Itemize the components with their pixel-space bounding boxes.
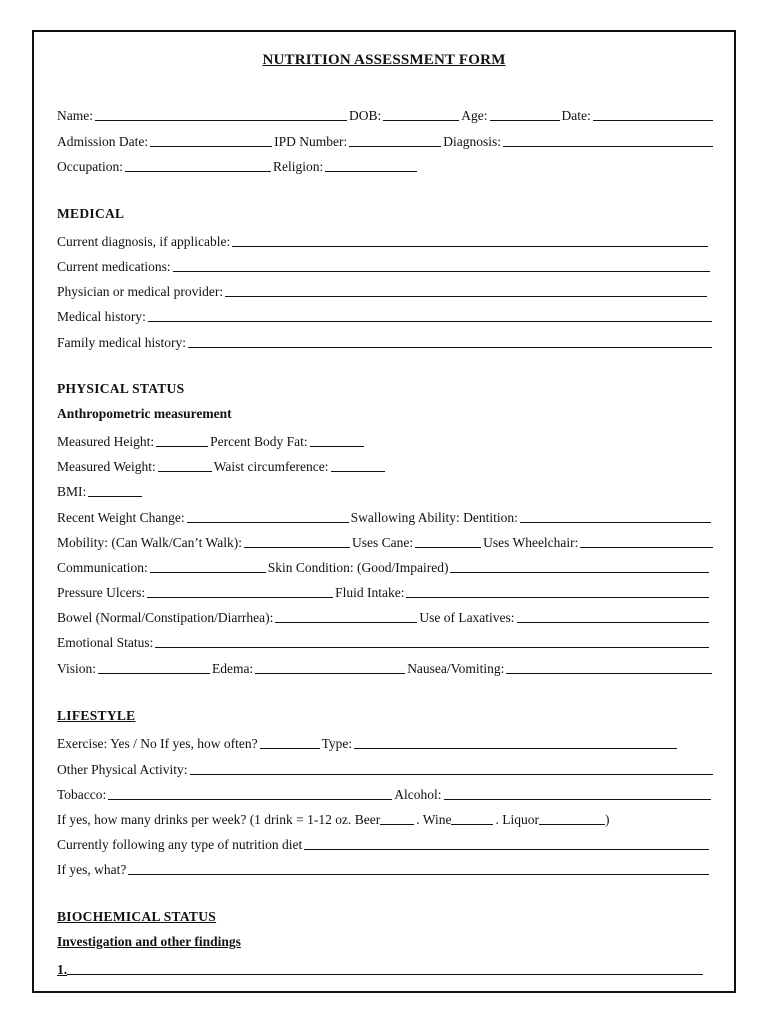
label-finding-1: 1. — [57, 962, 68, 977]
label-occupation: Occupation: — [57, 159, 123, 174]
row-medical-history — [57, 305, 715, 325]
label-diet: Currently following any type of nutrition diet — [57, 837, 303, 852]
field-name[interactable] — [95, 107, 347, 121]
row-if-yes-what — [57, 858, 715, 878]
row-occupation — [57, 155, 457, 175]
label-waist: Waist circumference: — [213, 459, 329, 474]
label-skin-condition: Skin Condition: (Good/Impaired) — [267, 560, 449, 575]
label-dob: DOB: — [349, 108, 382, 123]
field-bmi[interactable] — [88, 483, 142, 497]
row-other-activity — [57, 758, 715, 778]
field-beer[interactable] — [380, 811, 414, 825]
field-finding-1[interactable] — [67, 961, 703, 975]
field-liquor[interactable] — [539, 811, 605, 825]
field-religion[interactable] — [325, 158, 417, 172]
field-laxatives[interactable] — [517, 609, 709, 623]
field-dentition[interactable] — [520, 509, 711, 523]
field-current-medications[interactable] — [173, 258, 710, 272]
row-pressure-ulcers — [57, 581, 715, 601]
label-religion: Religion: — [272, 159, 324, 174]
form-title: NUTRITION ASSESSMENT FORM — [262, 52, 506, 68]
row-name-dob — [57, 104, 715, 124]
field-waist[interactable] — [331, 458, 385, 472]
field-admission-date[interactable] — [150, 133, 272, 147]
field-tobacco[interactable] — [108, 786, 392, 800]
row-current-medications — [57, 255, 715, 275]
label-admission-date: Admission Date: — [57, 134, 149, 149]
label-laxatives: Use of Laxatives: — [419, 610, 515, 625]
field-if-yes-what[interactable] — [128, 861, 709, 875]
label-uses-cane: Uses Cane: — [351, 535, 414, 550]
field-percent-body-fat[interactable] — [310, 433, 364, 447]
row-admission — [57, 130, 715, 150]
field-physician[interactable] — [225, 283, 707, 297]
row-finding-1 — [57, 958, 715, 978]
label-emotional-status: Emotional Status: — [57, 635, 154, 650]
field-ipd-number[interactable] — [349, 133, 441, 147]
row-physician — [57, 280, 715, 300]
label-current-medications: Current medications: — [57, 259, 171, 274]
heading-medical: MEDICAL — [57, 206, 125, 221]
field-medical-history[interactable] — [148, 308, 712, 322]
field-bowel[interactable] — [275, 609, 417, 623]
row-weight-waist — [57, 455, 715, 475]
field-mobility[interactable] — [244, 534, 350, 548]
field-occupation[interactable] — [125, 158, 271, 172]
field-other-activity[interactable] — [190, 761, 714, 775]
field-date[interactable] — [593, 107, 713, 121]
field-emotional-status[interactable] — [155, 634, 709, 648]
label-tobacco: Tobacco: — [57, 787, 107, 802]
label-pressure-ulcers: Pressure Ulcers: — [57, 585, 146, 600]
label-swallowing: Swallowing Ability: Dentition: — [350, 510, 518, 525]
row-bowel — [57, 606, 715, 626]
label-wine: . Wine — [416, 812, 452, 827]
label-vision: Vision: — [57, 661, 96, 676]
label-liquor: . Liquor — [495, 812, 539, 827]
label-date: Date: — [561, 108, 591, 123]
heading-physical-status: PHYSICAL STATUS — [57, 381, 185, 396]
subheading-investigation: Investigation and other findings — [57, 934, 241, 949]
subheading-anthropometric: Anthropometric measurement — [57, 406, 232, 421]
label-exercise: Exercise: Yes / No If yes, how often? — [57, 736, 258, 751]
row-diet — [57, 833, 715, 853]
field-alcohol[interactable] — [444, 786, 711, 800]
row-weight-change — [57, 506, 715, 526]
label-uses-wheelchair: Uses Wheelchair: — [483, 535, 579, 550]
field-age[interactable] — [490, 107, 560, 121]
label-exercise-type: Type: — [321, 736, 353, 751]
field-diet[interactable] — [304, 836, 709, 850]
heading-biochemical-status: BIOCHEMICAL STATUS — [57, 909, 217, 924]
label-ipd-number: IPD Number: — [274, 134, 348, 149]
label-fluid-intake: Fluid Intake: — [335, 585, 405, 600]
label-name: Name: — [57, 108, 93, 123]
label-physician: Physician or medical provider: — [57, 284, 224, 299]
row-communication — [57, 556, 715, 576]
field-edema[interactable] — [255, 660, 405, 674]
field-family-history[interactable] — [188, 334, 712, 348]
row-drinks — [57, 808, 715, 828]
field-current-diagnosis[interactable] — [232, 233, 708, 247]
label-communication: Communication: — [57, 560, 148, 575]
field-recent-weight-change[interactable] — [187, 509, 349, 523]
label-measured-height: Measured Height: — [57, 434, 155, 449]
field-wine[interactable] — [451, 811, 493, 825]
row-emotional-status — [57, 631, 715, 651]
field-exercise-frequency[interactable] — [260, 735, 320, 749]
row-mobility — [57, 531, 715, 551]
label-bmi: BMI: — [57, 484, 87, 499]
label-diagnosis: Diagnosis: — [443, 134, 502, 149]
field-pressure-ulcers[interactable] — [147, 584, 333, 598]
label-nausea: Nausea/Vomiting: — [407, 661, 505, 676]
label-bowel: Bowel (Normal/Constipation/Diarrhea): — [57, 610, 274, 625]
row-bmi — [57, 480, 715, 500]
row-family-history — [57, 331, 715, 351]
field-nausea[interactable] — [506, 660, 712, 674]
field-exercise-type[interactable] — [354, 735, 677, 749]
label-measured-weight: Measured Weight: — [57, 459, 156, 474]
label-age: Age: — [461, 108, 488, 123]
label-close-paren: ) — [604, 812, 610, 827]
heading-lifestyle: LIFESTYLE — [57, 708, 136, 723]
label-medical-history: Medical history: — [57, 309, 146, 324]
field-vision[interactable] — [98, 660, 210, 674]
label-current-diagnosis: Current diagnosis, if applicable: — [57, 234, 231, 249]
row-vision-edema — [57, 657, 715, 677]
label-if-yes-what: If yes, what? — [57, 862, 127, 877]
field-dob[interactable] — [383, 107, 459, 121]
label-edema: Edema: — [211, 661, 254, 676]
label-mobility: Mobility: (Can Walk/Can’t Walk): — [57, 535, 242, 550]
field-skin-condition[interactable] — [450, 559, 709, 573]
field-uses-wheelchair[interactable] — [580, 534, 713, 548]
field-fluid-intake[interactable] — [406, 584, 709, 598]
field-measured-weight[interactable] — [158, 458, 212, 472]
label-family-history: Family medical history: — [57, 335, 186, 350]
label-drinks: If yes, how many drinks per week? (1 drink = 1-12 oz. Beer — [57, 812, 381, 827]
row-exercise — [57, 732, 715, 752]
row-tobacco-alcohol — [57, 783, 715, 803]
field-measured-height[interactable] — [156, 433, 208, 447]
field-diagnosis[interactable] — [503, 133, 713, 147]
row-height-bodyfat — [57, 430, 715, 450]
label-recent-weight-change: Recent Weight Change: — [57, 510, 185, 525]
field-uses-cane[interactable] — [415, 534, 481, 548]
label-percent-body-fat: Percent Body Fat: — [210, 434, 308, 449]
label-other-activity: Other Physical Activity: — [57, 762, 188, 777]
label-alcohol: Alcohol: — [394, 787, 442, 802]
row-current-diagnosis — [57, 230, 715, 250]
field-communication[interactable] — [150, 559, 266, 573]
